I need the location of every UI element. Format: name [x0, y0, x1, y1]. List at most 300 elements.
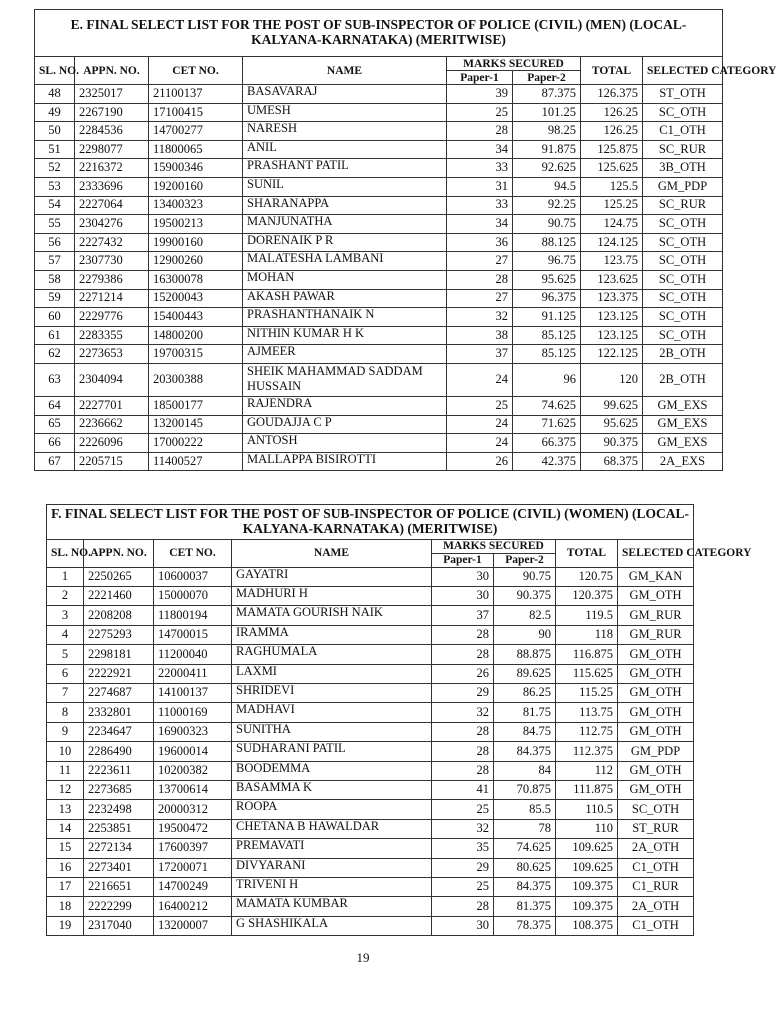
cell-name: MANJUNATHA: [243, 215, 447, 234]
cell-total-marks: 120: [581, 363, 643, 396]
cell-cet-no: 17100415: [149, 103, 243, 122]
cell-paper1-marks: 25: [432, 877, 494, 896]
cell-sl-no: 51: [35, 140, 75, 159]
cell-cet-no: 14100137: [154, 684, 232, 703]
cell-paper1-marks: 34: [447, 140, 513, 159]
cell-paper2-marks: 81.75: [494, 703, 556, 722]
cell-total-marks: 112.375: [556, 742, 618, 761]
cell-cet-no: 16900323: [154, 722, 232, 741]
cell-paper1-marks: 28: [432, 722, 494, 741]
cell-name: IRAMMA: [232, 625, 432, 644]
cell-selected-category: 2A_OTH: [618, 897, 694, 916]
cell-total-marks: 95.625: [581, 415, 643, 434]
cell-sl-no: 7: [47, 684, 84, 703]
cell-appn-no: 2236662: [75, 415, 149, 434]
table-row: [35, 140, 723, 159]
cell-paper2-marks: 84.75: [494, 722, 556, 741]
cell-appn-no: 2267190: [75, 103, 149, 122]
cell-sl-no: 61: [35, 326, 75, 345]
table-row: [47, 916, 694, 935]
table-row: [35, 452, 723, 471]
cell-paper2-marks: 85.5: [494, 800, 556, 819]
table-row: [47, 897, 694, 916]
cell-appn-no: 2304276: [75, 215, 149, 234]
cell-sl-no: 5: [47, 645, 84, 664]
cell-selected-category: SC_OTH: [618, 800, 694, 819]
cell-paper1-marks: 32: [432, 703, 494, 722]
column-header-paper2: Paper-2: [513, 71, 581, 85]
cell-cet-no: 15900346: [149, 159, 243, 178]
cell-appn-no: 2229776: [75, 308, 149, 327]
cell-appn-no: 2273401: [84, 858, 154, 877]
cell-sl-no: 67: [35, 452, 75, 471]
cell-cet-no: 14700015: [154, 625, 232, 644]
cell-paper1-marks: 32: [447, 308, 513, 327]
cell-paper1-marks: 25: [447, 103, 513, 122]
cell-paper2-marks: 87.375: [513, 85, 581, 104]
table-row: [47, 645, 694, 664]
column-header-marks: MARKS SECURED: [432, 539, 556, 553]
cell-paper2-marks: 81.375: [494, 897, 556, 916]
column-header-appn: APPN. NO.: [84, 539, 154, 567]
cell-appn-no: 2286490: [84, 742, 154, 761]
cell-total-marks: 126.375: [581, 85, 643, 104]
column-header-sl: SL. NO.: [47, 539, 84, 567]
cell-appn-no: 2221460: [84, 587, 154, 606]
cell-paper1-marks: 30: [432, 567, 494, 586]
cell-total-marks: 116.875: [556, 645, 618, 664]
cell-name: MALLAPPA BISIROTTI: [243, 452, 447, 471]
cell-total-marks: 108.375: [556, 916, 618, 935]
cell-selected-category: 2A_EXS: [643, 452, 723, 471]
column-header-total: TOTAL: [581, 57, 643, 85]
cell-total-marks: 90.375: [581, 434, 643, 453]
cell-selected-category: SC_OTH: [643, 326, 723, 345]
cell-total-marks: 115.25: [556, 684, 618, 703]
table-row: [35, 363, 723, 396]
cell-selected-category: GM_RUR: [618, 606, 694, 625]
table-row: [35, 103, 723, 122]
cell-paper2-marks: 98.25: [513, 122, 581, 141]
cell-paper1-marks: 37: [447, 345, 513, 364]
table-row: [47, 722, 694, 741]
cell-name: SHRIDEVI: [232, 684, 432, 703]
cell-name: G SHASHIKALA: [232, 916, 432, 935]
cell-paper1-marks: 34: [447, 215, 513, 234]
cell-cet-no: 18500177: [149, 396, 243, 415]
cell-cet-no: 16400212: [154, 897, 232, 916]
cell-paper1-marks: 29: [432, 858, 494, 877]
cell-appn-no: 2272134: [84, 839, 154, 858]
column-header-total: TOTAL: [556, 539, 618, 567]
cell-sl-no: 56: [35, 233, 75, 252]
cell-name: GOUDAJJA C P: [243, 415, 447, 434]
cell-cet-no: 20000312: [154, 800, 232, 819]
cell-sl-no: 60: [35, 308, 75, 327]
cell-name: DIVYARANI: [232, 858, 432, 877]
cell-appn-no: 2271214: [75, 289, 149, 308]
cell-cet-no: 15400443: [149, 308, 243, 327]
cell-paper2-marks: 84.375: [494, 877, 556, 896]
table-row: [47, 780, 694, 799]
table-row: [35, 308, 723, 327]
cell-paper1-marks: 26: [432, 664, 494, 683]
table-row: [35, 434, 723, 453]
cell-appn-no: 2307730: [75, 252, 149, 271]
cell-total-marks: 119.5: [556, 606, 618, 625]
select-list-table-men: [34, 9, 776, 471]
cell-paper2-marks: 91.125: [513, 308, 581, 327]
cell-paper1-marks: 28: [432, 897, 494, 916]
column-header-paper2: Paper-2: [494, 553, 556, 567]
cell-name: SUNIL: [243, 177, 447, 196]
table-row: [35, 345, 723, 364]
cell-cet-no: 19500213: [149, 215, 243, 234]
cell-name: MAMATA KUMBAR: [232, 897, 432, 916]
cell-name: UMESH: [243, 103, 447, 122]
cell-sl-no: 17: [47, 877, 84, 896]
cell-sl-no: 58: [35, 270, 75, 289]
cell-cet-no: 15200043: [149, 289, 243, 308]
cell-cet-no: 13700614: [154, 780, 232, 799]
cell-paper2-marks: 96.375: [513, 289, 581, 308]
cell-paper2-marks: 42.375: [513, 452, 581, 471]
cell-selected-category: SC_OTH: [643, 233, 723, 252]
cell-appn-no: 2279386: [75, 270, 149, 289]
table-row: [47, 858, 694, 877]
cell-appn-no: 2284536: [75, 122, 149, 141]
cell-sl-no: 62: [35, 345, 75, 364]
cell-sl-no: 15: [47, 839, 84, 858]
cell-sl-no: 63: [35, 363, 75, 396]
cell-sl-no: 57: [35, 252, 75, 271]
cell-total-marks: 123.625: [581, 270, 643, 289]
cell-selected-category: SC_OTH: [643, 308, 723, 327]
cell-sl-no: 53: [35, 177, 75, 196]
cell-paper1-marks: 39: [447, 85, 513, 104]
cell-name: SUNITHA: [232, 722, 432, 741]
cell-cet-no: 12900260: [149, 252, 243, 271]
cell-paper2-marks: 96.75: [513, 252, 581, 271]
cell-name: NARESH: [243, 122, 447, 141]
cell-appn-no: 2222299: [84, 897, 154, 916]
cell-paper1-marks: 28: [432, 625, 494, 644]
cell-sl-no: 50: [35, 122, 75, 141]
table-row: [35, 177, 723, 196]
cell-name: LAXMI: [232, 664, 432, 683]
cell-total-marks: 110.5: [556, 800, 618, 819]
cell-selected-category: 3B_OTH: [643, 159, 723, 178]
cell-name: PREMAVATI: [232, 839, 432, 858]
cell-paper1-marks: 28: [432, 645, 494, 664]
cell-paper2-marks: 92.625: [513, 159, 581, 178]
cell-sl-no: 8: [47, 703, 84, 722]
cell-appn-no: 2232498: [84, 800, 154, 819]
cell-appn-no: 2273685: [84, 780, 154, 799]
cell-selected-category: GM_OTH: [618, 684, 694, 703]
table-row: [35, 122, 723, 141]
table-row: [47, 567, 694, 586]
cell-cet-no: 15000070: [154, 587, 232, 606]
cell-total-marks: 109.625: [556, 858, 618, 877]
cell-total-marks: 123.125: [581, 308, 643, 327]
column-header-marks: MARKS SECURED: [447, 57, 581, 71]
cell-name: BASAMMA K: [232, 780, 432, 799]
cell-cet-no: 19500472: [154, 819, 232, 838]
cell-cet-no: 11000169: [154, 703, 232, 722]
cell-total-marks: 125.5: [581, 177, 643, 196]
table-row: [47, 742, 694, 761]
cell-appn-no: 2283355: [75, 326, 149, 345]
cell-cet-no: 16300078: [149, 270, 243, 289]
cell-paper2-marks: 71.625: [513, 415, 581, 434]
cell-total-marks: 112.75: [556, 722, 618, 741]
table-row: [35, 289, 723, 308]
cell-appn-no: 2275293: [84, 625, 154, 644]
cell-appn-no: 2274687: [84, 684, 154, 703]
cell-paper2-marks: 96: [513, 363, 581, 396]
table-row: [47, 877, 694, 896]
cell-total-marks: 109.375: [556, 877, 618, 896]
cell-cet-no: 13200145: [149, 415, 243, 434]
cell-cet-no: 19600014: [154, 742, 232, 761]
table-row: [35, 159, 723, 178]
cell-appn-no: 2325017: [75, 85, 149, 104]
cell-name: BOODEMMA: [232, 761, 432, 780]
cell-name: SHARANAPPA: [243, 196, 447, 215]
cell-appn-no: 2223611: [84, 761, 154, 780]
cell-selected-category: C1_OTH: [618, 858, 694, 877]
cell-name: CHETANA B HAWALDAR: [232, 819, 432, 838]
cell-paper1-marks: 27: [447, 289, 513, 308]
cell-cet-no: 21100137: [149, 85, 243, 104]
cell-name: GAYATRI: [232, 567, 432, 586]
cell-paper2-marks: 94.5: [513, 177, 581, 196]
cell-total-marks: 126.25: [581, 103, 643, 122]
cell-paper2-marks: 74.625: [513, 396, 581, 415]
cell-paper1-marks: 37: [432, 606, 494, 625]
cell-total-marks: 120.375: [556, 587, 618, 606]
cell-paper2-marks: 82.5: [494, 606, 556, 625]
cell-selected-category: GM_OTH: [618, 703, 694, 722]
cell-paper1-marks: 24: [447, 434, 513, 453]
cell-paper2-marks: 92.25: [513, 196, 581, 215]
column-header-paper1: Paper-1: [447, 71, 513, 85]
cell-sl-no: 13: [47, 800, 84, 819]
cell-appn-no: 2273653: [75, 345, 149, 364]
cell-name: TRIVENI H: [232, 877, 432, 896]
cell-paper1-marks: 24: [447, 363, 513, 396]
cell-cet-no: 11200040: [154, 645, 232, 664]
cell-name: DORENAIK P R: [243, 233, 447, 252]
cell-total-marks: 125.25: [581, 196, 643, 215]
cell-sl-no: 1: [47, 567, 84, 586]
cell-total-marks: 123.125: [581, 326, 643, 345]
cell-sl-no: 49: [35, 103, 75, 122]
cell-sl-no: 12: [47, 780, 84, 799]
cell-cet-no: 10200382: [154, 761, 232, 780]
cell-paper2-marks: 89.625: [494, 664, 556, 683]
select-list-table-women: [46, 504, 752, 936]
cell-selected-category: GM_OTH: [618, 664, 694, 683]
cell-total-marks: 126.25: [581, 122, 643, 141]
column-header-cet: CET NO.: [154, 539, 232, 567]
cell-name: SHEIK MAHAMMAD SADDAM HUSSAIN: [243, 363, 447, 396]
cell-paper2-marks: 95.625: [513, 270, 581, 289]
table-row: [47, 761, 694, 780]
cell-total-marks: 68.375: [581, 452, 643, 471]
cell-paper1-marks: 35: [432, 839, 494, 858]
cell-name: MOHAN: [243, 270, 447, 289]
cell-sl-no: 48: [35, 85, 75, 104]
cell-sl-no: 6: [47, 664, 84, 683]
cell-appn-no: 2304094: [75, 363, 149, 396]
cell-paper2-marks: 84: [494, 761, 556, 780]
cell-name: PRASHANT PATIL: [243, 159, 447, 178]
column-header-category: SELECTED CATEGORY: [618, 539, 694, 567]
table-row: [47, 800, 694, 819]
cell-selected-category: SC_OTH: [643, 270, 723, 289]
cell-total-marks: 120.75: [556, 567, 618, 586]
cell-selected-category: 2A_OTH: [618, 839, 694, 858]
cell-selected-category: ST_RUR: [618, 819, 694, 838]
table-row: [35, 85, 723, 104]
cell-cet-no: 11400527: [149, 452, 243, 471]
cell-paper2-marks: 88.125: [513, 233, 581, 252]
cell-sl-no: 11: [47, 761, 84, 780]
table-row: [35, 270, 723, 289]
page-number: 19: [356, 950, 370, 965]
cell-sl-no: 59: [35, 289, 75, 308]
cell-cet-no: 19200160: [149, 177, 243, 196]
table-row: [47, 606, 694, 625]
table-row: [47, 587, 694, 606]
cell-paper2-marks: 78: [494, 819, 556, 838]
cell-selected-category: GM_OTH: [618, 587, 694, 606]
cell-appn-no: 2250265: [84, 567, 154, 586]
cell-appn-no: 2222921: [84, 664, 154, 683]
cell-paper1-marks: 28: [447, 122, 513, 141]
cell-name: RAJENDRA: [243, 396, 447, 415]
cell-total-marks: 123.375: [581, 289, 643, 308]
cell-cet-no: 13200007: [154, 916, 232, 935]
cell-cet-no: 14800200: [149, 326, 243, 345]
cell-paper2-marks: 85.125: [513, 345, 581, 364]
cell-selected-category: 2B_OTH: [643, 363, 723, 396]
cell-selected-category: GM_OTH: [618, 761, 694, 780]
cell-selected-category: 2B_OTH: [643, 345, 723, 364]
cell-paper2-marks: 74.625: [494, 839, 556, 858]
cell-appn-no: 2226096: [75, 434, 149, 453]
cell-name: MALATESHA LAMBANI: [243, 252, 447, 271]
cell-cet-no: 10600037: [154, 567, 232, 586]
cell-name: AKASH PAWAR: [243, 289, 447, 308]
table-row: [35, 215, 723, 234]
column-header-category: SELECTED CATEGORY: [643, 57, 723, 85]
cell-selected-category: C1_RUR: [618, 877, 694, 896]
cell-paper1-marks: 36: [447, 233, 513, 252]
cell-paper1-marks: 24: [447, 415, 513, 434]
cell-appn-no: 2216651: [84, 877, 154, 896]
cell-name: MADHAVI: [232, 703, 432, 722]
cell-name: PRASHANTHANAIK N: [243, 308, 447, 327]
cell-selected-category: SC_RUR: [643, 196, 723, 215]
table-row: [47, 625, 694, 644]
cell-cet-no: 11800194: [154, 606, 232, 625]
table-row: [35, 252, 723, 271]
cell-selected-category: SC_OTH: [643, 215, 723, 234]
cell-paper1-marks: 28: [432, 761, 494, 780]
column-header-sl: SL. NO.: [35, 57, 75, 85]
cell-sl-no: 16: [47, 858, 84, 877]
cell-paper2-marks: 78.375: [494, 916, 556, 935]
column-header-appn: APPN. NO.: [75, 57, 149, 85]
cell-paper1-marks: 33: [447, 159, 513, 178]
cell-paper1-marks: 29: [432, 684, 494, 703]
section-title: F. FINAL SELECT LIST FOR THE POST OF SUB-INSPECTOR OF POLICE (CIVIL) (WOMEN) (LOCAL-KALYANA-KARNATAKA) (MERITWISE): [47, 505, 694, 540]
cell-name: MAMATA GOURISH NAIK: [232, 606, 432, 625]
cell-total-marks: 123.75: [581, 252, 643, 271]
cell-cet-no: 14700249: [154, 877, 232, 896]
cell-selected-category: GM_PDP: [618, 742, 694, 761]
column-header-paper1: Paper-1: [432, 553, 494, 567]
cell-total-marks: 125.875: [581, 140, 643, 159]
cell-cet-no: 19700315: [149, 345, 243, 364]
cell-sl-no: 18: [47, 897, 84, 916]
table-row: [35, 396, 723, 415]
cell-appn-no: 2216372: [75, 159, 149, 178]
cell-paper1-marks: 38: [447, 326, 513, 345]
cell-selected-category: C1_OTH: [643, 122, 723, 141]
cell-name: BASAVARAJ: [243, 85, 447, 104]
cell-paper1-marks: 27: [447, 252, 513, 271]
cell-selected-category: GM_OTH: [618, 645, 694, 664]
cell-paper2-marks: 90.375: [494, 587, 556, 606]
cell-selected-category: ST_OTH: [643, 85, 723, 104]
cell-paper1-marks: 28: [432, 742, 494, 761]
cell-sl-no: 55: [35, 215, 75, 234]
cell-name: AJMEER: [243, 345, 447, 364]
cell-appn-no: 2317040: [84, 916, 154, 935]
cell-paper2-marks: 90.75: [513, 215, 581, 234]
cell-appn-no: 2208208: [84, 606, 154, 625]
column-header-name: NAME: [243, 57, 447, 85]
cell-appn-no: 2205715: [75, 452, 149, 471]
cell-paper2-marks: 84.375: [494, 742, 556, 761]
cell-paper1-marks: 25: [447, 396, 513, 415]
cell-sl-no: 9: [47, 722, 84, 741]
column-header-cet: CET NO.: [149, 57, 243, 85]
table-row: [35, 415, 723, 434]
table-row: [47, 703, 694, 722]
cell-selected-category: SC_OTH: [643, 289, 723, 308]
cell-selected-category: GM_EXS: [643, 434, 723, 453]
cell-paper1-marks: 32: [432, 819, 494, 838]
cell-cet-no: 11800065: [149, 140, 243, 159]
cell-total-marks: 109.375: [556, 897, 618, 916]
cell-selected-category: GM_OTH: [618, 722, 694, 741]
cell-appn-no: 2227701: [75, 396, 149, 415]
cell-paper2-marks: 66.375: [513, 434, 581, 453]
cell-appn-no: 2227064: [75, 196, 149, 215]
cell-selected-category: GM_EXS: [643, 415, 723, 434]
cell-sl-no: 2: [47, 587, 84, 606]
cell-selected-category: SC_RUR: [643, 140, 723, 159]
table-row: [35, 326, 723, 345]
column-header-name: NAME: [232, 539, 432, 567]
cell-cet-no: 20300388: [149, 363, 243, 396]
cell-sl-no: 4: [47, 625, 84, 644]
